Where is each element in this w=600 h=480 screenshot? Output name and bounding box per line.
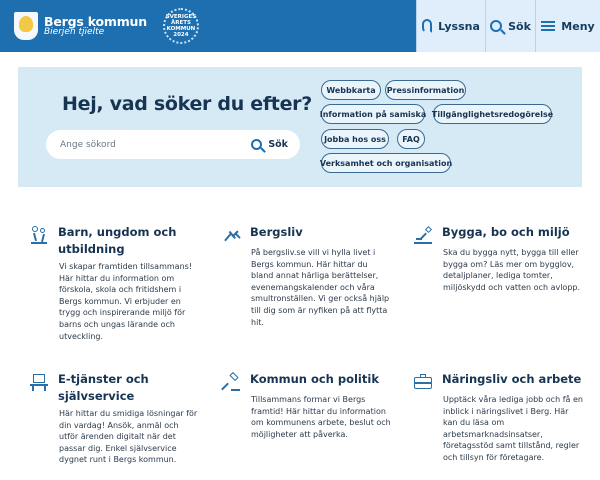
award-line: SVERIGES (165, 13, 197, 20)
category-description: Ska du bygga nytt, bygga till eller bygga om? Läs mer om bygglov, detaljplaner, lediga tomter, miljöskydd och vatten och avlopp. (443, 248, 581, 292)
header-search-label: Sök (508, 19, 531, 33)
logo-name: Bergs kommun (44, 13, 147, 29)
category-kommun-politik[interactable] (222, 371, 392, 440)
logo-tagline: Bierjen tjïelte (44, 26, 105, 37)
quick-link-pressinformation[interactable]: Pressinformation (385, 80, 466, 100)
quick-link-samiska[interactable]: Information på samiska (321, 104, 425, 124)
category-bygga-bo-miljo[interactable] (414, 224, 584, 293)
listen-button[interactable] (416, 0, 485, 52)
logo-text (44, 15, 147, 38)
category-title: Bergsliv (250, 225, 303, 239)
quick-link-jobba[interactable]: Jobba hos oss (321, 129, 389, 149)
category-bergsliv[interactable] (222, 224, 392, 328)
category-e-tjanster[interactable] (30, 371, 200, 466)
kiosk-icon (30, 373, 48, 391)
category-description: Här hittar du smidiga lösningar för din vardag! Ansök, anmäl och utför ärenden digitalt när det passar dig. Enkel självservice dygnet runt i Bergs kommun. (59, 409, 198, 465)
category-title: E-tjänster och självservice (58, 372, 149, 403)
search-heading: Hej, vad söker du efter? (62, 93, 312, 115)
category-title: Kommun och politik (250, 372, 379, 386)
hamburger-icon (541, 21, 555, 31)
site-header (0, 0, 600, 52)
menu-button[interactable] (535, 0, 600, 52)
trowel-icon (414, 226, 432, 244)
ear-icon (422, 19, 432, 33)
site-logo[interactable] (14, 12, 147, 40)
children-icon (30, 226, 48, 244)
search-icon (251, 139, 262, 150)
search-icon (490, 20, 502, 32)
award-line: 2024 (173, 32, 189, 39)
briefcase-icon (414, 373, 432, 391)
category-description: Tillsammans formar vi Bergs framtid! Här hittar du information om kommunens arbete, beslut och möjligheter att påverka. (251, 395, 391, 439)
search-submit-button[interactable] (251, 139, 288, 150)
category-barn-ungdom-utbildning[interactable] (30, 224, 200, 342)
quick-link-verksamhet[interactable]: Verksamhet och organisation (321, 153, 451, 173)
quick-link-webbkarta[interactable]: Webbkarta (321, 80, 381, 100)
mountain-icon (222, 226, 240, 244)
quick-link-tillganglighet[interactable]: Tillgänglighetsredogörelse (433, 104, 552, 124)
award-line: KOMMUN (166, 26, 196, 32)
category-naringsliv-arbete[interactable] (414, 371, 584, 464)
menu-label: Meny (561, 19, 595, 33)
category-description: Upptäck våra lediga jobb och få en inblick i näringslivet i Berg. Här kan du läsa om arbetsmarknadsinsatser, företagsstöd samt tillstånd, regler och tillsyn för företagare. (443, 395, 583, 462)
category-title: Barn, ungdom och utbildning (58, 225, 177, 256)
search-panel (18, 67, 582, 187)
gavel-icon (222, 373, 240, 391)
award-line: ÅRETS (170, 19, 191, 26)
award-badge (163, 8, 199, 44)
category-title: Bygga, bo och miljö (442, 225, 570, 239)
category-description: På bergsliv.se vill vi hylla livet i Bergs kommun. Här hittar du bland annat härliga berättelser, evenemangskalender och våra smultronställen. Vi ger också hjälp till dig som är nyfiken på att flytta hit. (251, 248, 390, 327)
coat-of-arms-icon (14, 12, 38, 40)
category-description: Vi skapar framtiden tillsammans! Här hittar du information om förskola, skola och fritidshem i Bergs kommun. Vi erbjuder en trygg och inspirerande miljö för barns och ungas lärande och utveckling. (59, 262, 193, 341)
quick-link-faq[interactable]: FAQ (397, 129, 425, 149)
brand-area (0, 0, 416, 52)
category-title: Näringsliv och arbete (442, 372, 582, 386)
search-placeholder: Ange sökord (60, 139, 116, 150)
header-search-button[interactable] (485, 0, 535, 52)
search-input[interactable] (46, 130, 300, 159)
listen-label: Lyssna (438, 19, 480, 33)
search-submit-label: Sök (268, 139, 288, 150)
